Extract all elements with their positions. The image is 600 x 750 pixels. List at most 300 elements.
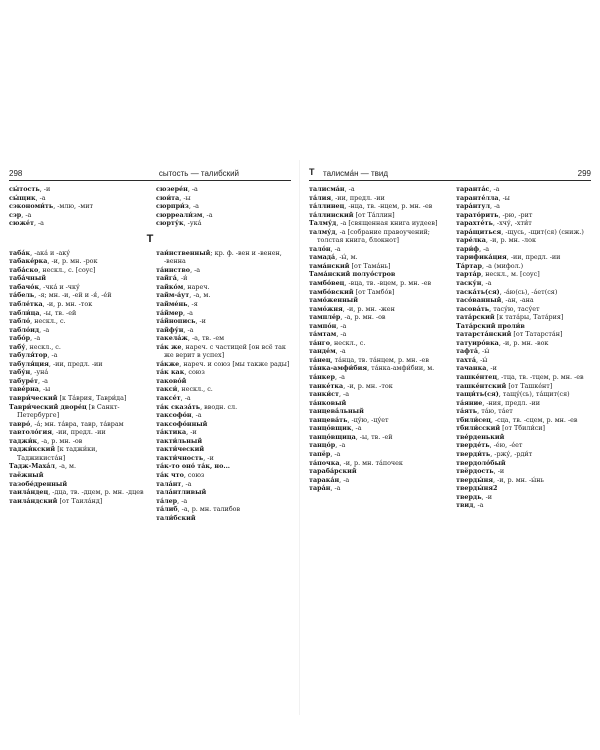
entry-grammar: [от Тамбо́в] xyxy=(353,287,395,296)
entry-headword: тало́н xyxy=(309,244,331,253)
entry-headword: тата́рский xyxy=(456,313,495,322)
dictionary-entry xyxy=(456,313,591,322)
dictionary-entry xyxy=(309,382,444,391)
entry-headword: тавтоло́гия xyxy=(9,428,52,437)
entry-headword: твид xyxy=(456,501,474,510)
entry-grammar: [от Таила́нд] xyxy=(57,496,103,505)
dictionary-entry xyxy=(309,185,444,194)
entry-grammar: , -а (мифол.) xyxy=(481,261,524,270)
page-gutter xyxy=(299,160,300,715)
dictionary-entry xyxy=(309,450,444,459)
entry-grammar: , -рю, -рит xyxy=(498,210,533,219)
entry-headword: тамада́ xyxy=(309,253,336,262)
dictionary-entry xyxy=(456,322,591,331)
dictionary-entry xyxy=(156,291,291,300)
dictionary-entry xyxy=(9,471,144,480)
entry-grammar: , -и, р. мн. та́почек xyxy=(339,458,403,467)
entry-headword: та́нец xyxy=(309,355,331,364)
entry-headword: та́бель xyxy=(9,291,35,300)
entry-grammar: , -тца, тв. -тцем, р. мн. -ев xyxy=(497,373,584,382)
entry-headword: тали́бский xyxy=(156,513,196,522)
dictionary-entry xyxy=(456,211,591,220)
dictionary-entry xyxy=(309,279,444,288)
entry-headword: тамбо́вец xyxy=(309,279,345,288)
entry-grammar: , -и, р. мн. -жен xyxy=(342,304,395,313)
dictionary-entry xyxy=(156,385,291,394)
entry-headword: ташке́нтец xyxy=(456,373,498,382)
dictionary-entry xyxy=(156,326,291,335)
dictionary-entry xyxy=(309,194,444,203)
entry-headword: танцева́льный xyxy=(309,407,364,416)
entry-headword: ташке́нтский xyxy=(456,381,507,390)
entry-grammar: , -ака́ и -аку́ xyxy=(30,248,71,257)
entry-grammar: , -а xyxy=(187,185,198,193)
entry-grammar: , -а xyxy=(188,202,199,211)
dictionary-entry xyxy=(456,484,591,493)
dictionary-entry xyxy=(309,467,444,476)
entry-headword: таску́н xyxy=(456,279,482,288)
dictionary-entry xyxy=(156,462,291,471)
entry-grammar: , -а xyxy=(183,325,194,334)
entry-grammar: , -а xyxy=(30,334,41,343)
dictionary-entry xyxy=(309,211,444,220)
left-main-columns xyxy=(9,249,291,523)
left-page-number: 298 xyxy=(9,169,23,178)
entry-headword: танцо́р xyxy=(309,441,336,450)
dictionary-entry xyxy=(9,300,144,309)
entry-headword: талму́д xyxy=(309,227,336,236)
entry-headword: сюрреали́зм xyxy=(156,210,203,219)
entry-grammar: , -а xyxy=(339,475,350,484)
entry-grammar: , -а xyxy=(330,449,341,458)
entry-grammar: , -щусь, -щит(ся) (сниж.) xyxy=(501,227,584,236)
entry-grammar: , -ния, предл. -ии xyxy=(482,398,541,407)
entry-headword: та́нковый xyxy=(309,398,347,407)
entry-headword: тарака́н xyxy=(309,475,340,484)
entry-headword: Та́ртар xyxy=(456,261,482,270)
entry-headword: Талму́д xyxy=(309,219,337,228)
entry-headword: тампле́р xyxy=(309,313,341,322)
entry-grammar: , -а xyxy=(336,321,347,330)
dictionary-entry xyxy=(9,480,144,489)
entry-headword: тбили́сский xyxy=(456,424,501,433)
dictionary-entry xyxy=(9,202,144,211)
entry-headword: табу́ xyxy=(9,342,26,351)
entry-headword: твердоло́бый xyxy=(456,458,506,467)
dictionary-entry xyxy=(456,501,591,510)
right-main-columns xyxy=(309,185,591,510)
dictionary-entry xyxy=(156,211,291,220)
entry-grammar: , -а xyxy=(177,496,188,505)
right-page-header xyxy=(309,168,591,179)
entry-grammar: , -нца, тв. -нцем, р. мн. -ев xyxy=(344,202,433,211)
entry-headword: та́лер xyxy=(156,496,178,505)
entry-headword: танцо́вщик xyxy=(309,424,352,433)
entry-grammar: , -а xyxy=(330,484,341,493)
dictionary-entry xyxy=(456,253,591,262)
left-header-rule xyxy=(9,180,291,181)
entry-grammar: , -а xyxy=(489,185,500,193)
entry-grammar: , -и, р. мн. -рок xyxy=(47,257,98,266)
dictionary-entry xyxy=(156,334,291,343)
dictionary-entry xyxy=(9,194,144,203)
entry-headword: тарифика́ция xyxy=(456,253,507,262)
dictionary-entry xyxy=(456,202,591,211)
entry-headword: та́ллинский xyxy=(309,210,354,219)
entry-headword: та́либ xyxy=(156,505,178,514)
dictionary-entry xyxy=(309,288,444,297)
dictionary-entry xyxy=(156,274,291,283)
dictionary-entry xyxy=(309,305,444,314)
entry-headword: тачанка xyxy=(456,364,487,373)
entry-headword: тала́нт xyxy=(156,479,182,488)
entry-headword: татарста́нский xyxy=(456,330,512,339)
entry-grammar: , -ы́, м. xyxy=(335,253,358,262)
entry-grammar: , -а xyxy=(202,210,213,219)
dictionary-entry xyxy=(9,343,144,352)
entry-grammar: , -дца, тв. -дцем, р. мн. -дцев xyxy=(48,488,144,497)
entry-grammar: , тасу́ю, тасу́ет xyxy=(489,304,540,313)
entry-headword: тара́щиться xyxy=(456,227,502,236)
dictionary-entry xyxy=(456,382,591,391)
entry-grammar: , -а xyxy=(336,330,347,339)
entry-grammar: , -а, р. мн. -ов xyxy=(340,313,386,322)
entry-headword: таксофо́нный xyxy=(156,419,208,428)
entry-headword: та́к-то оно́ та́к, но... xyxy=(156,462,231,471)
entry-headword: та́к сказа́ть xyxy=(156,402,201,411)
entry-headword: тамо́жня xyxy=(309,304,343,313)
dictionary-entry xyxy=(9,394,144,403)
entry-headword: таска́ть(ся) xyxy=(456,287,500,296)
dictionary-entry xyxy=(456,347,591,356)
dictionary-entry xyxy=(9,403,144,420)
entry-headword: сэр xyxy=(9,210,22,219)
right-header-rule xyxy=(309,180,591,181)
entry-headword: та́яние xyxy=(456,398,483,407)
entry-grammar: , -и, р. мн. -ток xyxy=(343,381,393,390)
dictionary-entry xyxy=(456,364,591,373)
entry-grammar: , -а, м. xyxy=(189,291,211,300)
entry-headword: таве́рна xyxy=(9,385,39,394)
dictionary-entry xyxy=(9,351,144,360)
entry-grammar: , -а xyxy=(338,390,350,399)
dictionary-entry xyxy=(156,185,291,194)
entry-grammar: , та́нка-амфи́бии, м. xyxy=(367,364,435,373)
entry-grammar: , союз xyxy=(183,470,205,479)
entry-grammar: , нескл., с. xyxy=(25,342,61,351)
entry-grammar: , -и, р. мн. -ы́нь xyxy=(493,475,544,484)
entry-headword: та́инство xyxy=(156,265,191,274)
dictionary-entry xyxy=(309,390,444,399)
entry-headword: та́к как xyxy=(156,368,185,377)
entry-grammar: , -и xyxy=(39,185,51,193)
entry-headword: тверды́ня2 xyxy=(456,484,498,493)
entry-grammar: , -а xyxy=(489,202,500,211)
entry-grammar: , -а́ю(сь), -а́ет(ся) xyxy=(499,287,558,296)
entry-headword: тарта́р xyxy=(456,270,482,279)
entry-headword: таре́лка xyxy=(456,236,486,245)
dictionary-entry xyxy=(456,407,591,416)
dictionary-entry xyxy=(156,514,291,523)
entry-grammar: , -я; мн. -и, -ей и -я́, -е́й xyxy=(34,291,112,300)
entry-headword: сюрту́к xyxy=(156,219,184,228)
dictionary-entry xyxy=(456,399,591,408)
entry-headword: сюже́т xyxy=(9,219,34,228)
entry-headword: тайко́м xyxy=(156,282,184,291)
entry-headword: табуля́ция xyxy=(9,359,49,368)
dictionary-entry xyxy=(156,309,291,318)
dictionary-entry xyxy=(156,497,291,506)
entry-grammar: [к Та́врия, Таври́да] xyxy=(57,394,127,403)
dictionary-entry xyxy=(309,228,444,245)
entry-grammar: , -а xyxy=(35,193,46,202)
dictionary-entry xyxy=(9,317,144,326)
dictionary-entry xyxy=(156,249,291,266)
entry-headword: таила́ндец xyxy=(9,488,49,497)
entry-grammar: , нескл., м. [соус] xyxy=(481,270,540,279)
entry-grammar: , -а xyxy=(473,501,484,510)
entry-headword: таба́ско xyxy=(9,265,39,274)
entry-grammar: , -цу́ю, -цу́ет xyxy=(347,415,389,424)
entry-headword: та́ктика xyxy=(156,428,187,437)
entry-headword: сы́тость xyxy=(9,185,40,193)
entry-headword: тве́рденький xyxy=(456,432,505,441)
entry-headword: Таври́ческий дворе́ц xyxy=(9,402,87,411)
entry-headword: та́к же xyxy=(156,342,182,351)
entry-grammar: , -а xyxy=(479,244,490,253)
entry-grammar: , -а [священная книга иудеев] xyxy=(336,219,438,228)
entry-grammar: , -ука́ xyxy=(183,219,202,228)
left-running-title: сытость — талибский xyxy=(158,169,239,178)
entry-grammar: [от Тбили́си] xyxy=(500,424,546,433)
entry-grammar: , -чка́ и -чку́ xyxy=(39,282,80,291)
left-top-column-2 xyxy=(156,185,291,228)
dictionary-entry xyxy=(9,497,144,506)
entry-headword: тара́нтул xyxy=(456,202,490,211)
entry-grammar: , -ии, предл. -ии xyxy=(506,253,561,262)
dictionary-entry xyxy=(156,420,291,429)
dictionary-entry xyxy=(9,309,144,318)
entry-grammar: , -и xyxy=(493,467,505,476)
entry-grammar: , -и, р. мн. -лок xyxy=(485,236,536,245)
entry-headword: та́мтам xyxy=(309,330,337,339)
entry-grammar: , нескл., с. [соус] xyxy=(38,265,96,274)
entry-grammar: , -а xyxy=(190,265,201,274)
dictionary-entry xyxy=(309,364,444,373)
entry-headword: тала́нтливый xyxy=(156,488,207,497)
entry-grammar: , -а xyxy=(33,219,44,228)
entry-grammar: , -а [собрание правоучений; толстая книга, блокнот] xyxy=(317,227,430,245)
entry-grammar: , та́ю, та́ет xyxy=(477,407,513,416)
dictionary-entry xyxy=(456,194,591,203)
entry-headword: Тата́рский проли́в xyxy=(456,321,525,330)
entry-grammar: , -и xyxy=(486,364,497,373)
entry-grammar: , -а xyxy=(47,351,58,360)
dictionary-entry xyxy=(9,291,144,300)
right-running-title: талисма́н — твид xyxy=(323,169,389,178)
dictionary-entry xyxy=(156,300,291,309)
entry-grammar: [от Та́ллин] xyxy=(353,210,395,219)
entry-headword: таранте́лла xyxy=(456,193,499,202)
entry-grammar: , -и xyxy=(481,492,493,501)
entry-headword: табло́ xyxy=(9,317,31,326)
dictionary-entry xyxy=(456,424,591,433)
entry-grammar: , -а xyxy=(180,394,191,403)
entry-headword: таранта́с xyxy=(456,185,490,193)
entry-headword: таи́нственный xyxy=(156,248,211,257)
entry-headword: танцо́вщица xyxy=(309,432,356,441)
entry-headword: та́лия xyxy=(309,193,332,202)
entry-headword: табли́ца xyxy=(9,308,40,317)
entry-headword: таджи́к xyxy=(9,436,38,445)
dictionary-entry xyxy=(456,236,591,245)
entry-headword: таба́к xyxy=(9,248,31,257)
entry-headword: та́нка-амфи́бия xyxy=(309,364,368,373)
entry-headword: табачо́к xyxy=(9,282,40,291)
left-page xyxy=(9,168,291,522)
dictionary-entry xyxy=(456,228,591,237)
entry-grammar: , -а, тв. -ем xyxy=(187,334,225,343)
dictionary-entry xyxy=(309,424,444,433)
entry-grammar: , -ан, -ана xyxy=(501,296,534,305)
dictionary-entry xyxy=(456,467,591,476)
dictionary-entry xyxy=(156,219,291,228)
dictionary-entry xyxy=(9,385,144,394)
entry-headword: тверде́ть xyxy=(456,441,490,450)
right-page xyxy=(309,168,591,510)
entry-headword: Тадж-Маха́л xyxy=(9,462,55,471)
dictionary-entry xyxy=(309,441,444,450)
entry-headword: та́ллинец xyxy=(309,202,345,211)
entry-grammar: ; кр. ф. -вен и -венен, -венна xyxy=(164,248,282,266)
entry-headword: тарато́рить xyxy=(456,210,499,219)
dictionary-entry xyxy=(456,441,591,450)
entry-headword: сэкономи́ть xyxy=(9,202,54,211)
entry-headword: танке́тка xyxy=(309,381,344,390)
dictionary-entry xyxy=(156,428,291,437)
entry-grammar: , нескл., с. xyxy=(329,338,366,347)
left-top-column-1 xyxy=(9,185,144,228)
dictionary-entry xyxy=(309,459,444,468)
dictionary-entry xyxy=(309,270,444,279)
entry-grammar: , -а xyxy=(334,373,345,382)
dictionary-entry xyxy=(156,317,291,326)
entry-headword: та́к что xyxy=(156,470,184,479)
dictionary-entry xyxy=(456,279,591,288)
entry-headword: талисма́н xyxy=(309,185,345,193)
entry-grammar: , тащу́(сь), та́щит(ся) xyxy=(498,390,570,399)
entry-headword: та́йнопись xyxy=(156,317,196,326)
entry-grammar: , -ы́ xyxy=(476,355,488,364)
entry-grammar: , -ы xyxy=(38,385,51,394)
entry-headword: та́нкер xyxy=(309,373,335,382)
dictionary-entry xyxy=(456,185,591,194)
entry-headword: тари́ф xyxy=(456,244,480,253)
entry-headword: тверди́ть xyxy=(456,449,491,458)
entry-headword: таково́й xyxy=(156,376,187,385)
entry-headword: Тама́нский полуо́стров xyxy=(309,270,396,279)
entry-headword: та́почка xyxy=(309,458,340,467)
entry-grammar: , -а xyxy=(335,441,346,450)
entry-headword: сюрпри́з xyxy=(156,202,189,211)
dictionary-entry xyxy=(156,471,291,480)
entry-headword: тама́нский xyxy=(309,261,350,270)
entry-headword: сы́щик xyxy=(9,193,36,202)
entry-headword: тамо́женный xyxy=(309,296,358,305)
entry-grammar: , -а xyxy=(181,479,192,488)
left-page-header xyxy=(9,168,291,179)
entry-headword: тарахте́ть xyxy=(456,219,493,228)
entry-headword: таёжный xyxy=(9,470,44,479)
entry-headword: табаке́рка xyxy=(9,257,48,266)
entry-headword: тавро́ xyxy=(9,419,31,428)
entry-headword: таксофо́н xyxy=(156,411,192,420)
dictionary-entry xyxy=(309,399,444,408)
right-header-letter: Т xyxy=(309,167,315,177)
dictionary-entry xyxy=(456,390,591,399)
dictionary-entry xyxy=(156,411,291,420)
entry-headword: сюзере́н xyxy=(156,185,188,193)
entry-headword: та́нго xyxy=(309,338,330,347)
left-top-columns xyxy=(9,185,291,228)
entry-grammar: , -и, р. мн. -вок xyxy=(498,338,549,347)
entry-headword: тверды́ня xyxy=(456,475,493,484)
dictionary-entry xyxy=(9,462,144,471)
dictionary-entry xyxy=(156,394,291,403)
dictionary-entry xyxy=(309,296,444,305)
dictionary-entry xyxy=(456,459,591,468)
entry-grammar: , -а xyxy=(335,347,346,356)
section-letter-heading: Т xyxy=(146,232,154,245)
entry-grammar: , -ии, предл. -ии xyxy=(331,193,385,202)
right-column-1 xyxy=(309,185,444,510)
entry-grammar: , -а xyxy=(330,244,341,253)
dictionary-entry xyxy=(156,403,291,412)
entry-headword: тахта́ xyxy=(456,355,477,364)
dictionary-entry xyxy=(309,476,444,485)
dictionary-entry xyxy=(156,202,291,211)
entry-headword: тасова́ть xyxy=(456,304,490,313)
dictionary-entry xyxy=(309,219,444,228)
entry-grammar: , -е́ю, -е́ет xyxy=(489,441,523,450)
dictionary-entry xyxy=(156,488,291,497)
entry-grammar: , та́нца, тв. та́нцем, р. мн. -ев xyxy=(330,355,429,364)
entry-grammar: , -и, р. мн. -ток xyxy=(42,300,93,309)
dictionary-entry xyxy=(9,185,144,194)
dictionary-entry xyxy=(156,480,291,489)
dictionary-entry xyxy=(156,445,291,454)
dictionary-entry xyxy=(309,407,444,416)
entry-grammar: , -а xyxy=(21,210,32,219)
dictionary-entry xyxy=(9,420,144,429)
entry-headword: таймéнь xyxy=(156,300,188,309)
dictionary-entry xyxy=(9,488,144,497)
dictionary-entry xyxy=(9,257,144,266)
entry-headword: твердь xyxy=(456,492,482,501)
left-column-1 xyxy=(9,249,144,523)
dictionary-entry xyxy=(456,270,591,279)
dictionary-entry xyxy=(456,296,591,305)
entry-grammar: , -и xyxy=(186,428,197,437)
entry-headword: табуля́тор xyxy=(9,351,48,360)
entry-grammar: , нареч. xyxy=(183,282,210,291)
entry-headword: тампо́н xyxy=(309,321,337,330)
entry-grammar: , -ии, предл. -ии xyxy=(51,428,106,437)
entry-headword: такси́ xyxy=(156,385,178,394)
entry-headword: таба́чный xyxy=(9,274,47,283)
dictionary-entry xyxy=(309,347,444,356)
entry-headword: тараба́рский xyxy=(309,467,357,476)
